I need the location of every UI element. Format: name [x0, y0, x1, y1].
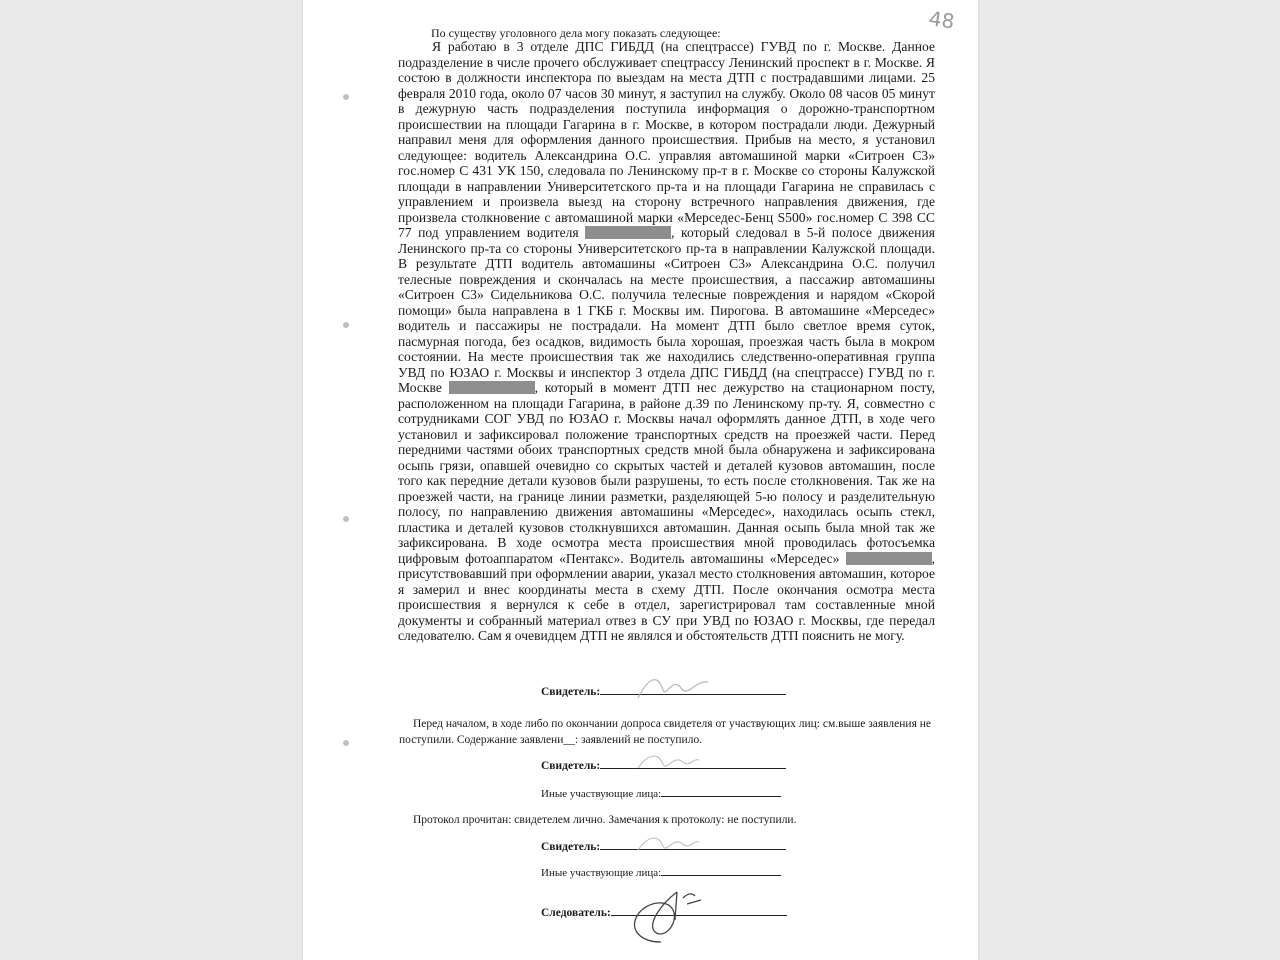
protocol-read-line: [413, 814, 796, 826]
witness-signature-scrawl: [633, 830, 703, 860]
witness-signature-scrawl: [633, 748, 703, 778]
testimony-text-part: , присутствовавший при оформлении аварии, указал место столкновения автомашин, которое я замерил и внес координаты места в схему ДТП. После окончания осмотра места происшествия я вернулся к себе в отдел, зарегистрировал там составленные мной документы и собранный материал отвез в СУ при УВД по ЮЗАО г. Москвы, где передал следователю. Сам я очевидцем ДТП не являлся и обстоятельств ДТП пояснить не могу.: [398, 550, 936, 643]
witness-signature-scrawl: [633, 668, 713, 708]
protocol-label: Протокол прочитан:: [413, 814, 512, 826]
statements-middle: заявления не поступили. Содержание заявлени: [399, 718, 932, 746]
statements-value: см.выше: [822, 718, 866, 730]
investigator-signature-scrawl: [621, 880, 711, 952]
redaction-box: [846, 552, 932, 565]
testimony-body: [398, 39, 935, 644]
protocol-read-by: свидетелем лично.: [514, 814, 606, 826]
testimony-text-part: , который в момент ДТП нес дежурство на стационарном посту, расположенном на площади Гагарина, в районе д.39 по Ленинскому пр-ту. Я, совместно с сотрудниками СОГ УВД по ЮЗАО г. Москвы начал оформлять данное ДТП, в ходе чего установил и зафиксировал положение транспортных средств на проезжей части. Перед передними частями обоих транспортных средств мной была обнаружена и зафиксирована осыпь грязи, опавшей очевидно со скрытых частей и деталей кузовов автомашин, после того как передние детали кузовов были разрушены, то есть после столкновения. Так же на проезжей части, на границе линии разметки, разделяющей 5-ю полосу и разделительную полосу, по направлению движения автомашины «Мерседес», находилась осыпь стекл, пластика и деталей кузовов столкнувшихся автомашин. Данная осыпь была мной так же зафиксирована. В ходе осмотра места происшествия мной проводилась фотосъемка цифровым фотоаппаратом «Пентакс». Водитель автомашины «Мерседес»: [398, 380, 935, 566]
testimony-intro: По существу уголовного дела могу показать следующее:: [431, 26, 721, 40]
other-participants-label: Иные участвующие лица:: [541, 867, 662, 879]
punch-hole: [343, 516, 349, 522]
statements-text: Перед началом, в ходе либо по окончании допроса свидетеля от участвующих лиц: см.выше заявления не поступили. Содержание заявлени__: заявлений не поступило.: [399, 718, 932, 746]
signature-rule: [661, 875, 781, 876]
punch-hole: [343, 740, 349, 746]
document-page: [303, 0, 978, 960]
other-participants-label: Иные участвующие лица:: [541, 788, 662, 800]
redaction-box: [585, 226, 671, 239]
witness-label: Свидетель:: [541, 686, 601, 698]
signature-rule: [661, 796, 781, 797]
statements-value: заявлений не поступило.: [580, 734, 703, 746]
other-participants-line: [541, 788, 781, 800]
statements-prefix: Перед началом, в ходе либо по окончании допроса свидетеля от участвующих лиц:: [413, 718, 821, 730]
testimony-text-part: , который следовал в 5-й полосе движения Ленинского пр-та со стороны Университетского пр-та в направлении Калужской площади. В результате ДТП водитель автомашины «Ситроен С3» Александрина О.С. получил телесные повреждения и скончалась на месте происшествия, а пассажир автомашины «Ситроен С3» Сидельникова О.С. получила телесные повреждения и нарядом «Скорой помощи» была направлена в 1 ГКБ г. Москвы им. Пирогова. В автомашине «Мерседес» водитель и пассажиры не пострадали. На момент ДТП было светлое время суток, пасмурная погода, без осадков, видимость была хорошая, проезжая часть была в мокром состоянии. На месте происшествия так же находились следственно-оперативная группа УВД по ЮЗАО г. Москвы и инспектор 3 отдела ДПС ГИБДД (на спецтрассе) ГУВД по г. Москве: [398, 225, 935, 395]
other-participants-line: [541, 867, 781, 879]
page-number: 48: [927, 6, 956, 34]
punch-hole: [343, 94, 349, 100]
investigator-label: Следователь:: [541, 907, 611, 919]
redaction-box: [449, 381, 535, 394]
witness-label: Свидетель:: [541, 760, 601, 772]
witness-label: Свидетель:: [541, 841, 601, 853]
testimony-text-part: Я работаю в 3 отделе ДПС ГИБДД (на спецтрассе) ГУВД по г. Москве. Данное подразделение в числе прочего обслуживает спецтрассу Ленинский проспект в г. Москве. Я состою в должности инспектора по выездам на места ДТП с пострадавшими лицами. 25 февраля 2010 года, около 07 часов 30 минут, я заступил на службу. Около 08 часов 05 минут в дежурную часть подразделения поступила информация о дорожно-транспортном происшествии на площади Гагарина в г. Москве, в котором пострадали люди. Дежурный направил меня для оформления данного происшествия. Прибыв на место, я установил следующее: водитель Александрина О.С. управляя автомашиной марки «Ситроен С3» гос.номер С 431 УК 150, следовала по Ленинскому пр-т в г. Москве со стороны Калужской площади в направлении Университетского пр-та и на площади Гагарина не справилась с управлением и произвела выезд на сторону встречного направления движения, где произвела столкновение с автомашиной марки «Мерседес-Бенц S500» гос.номер С 398 СС 77 под управлением водителя: [398, 39, 935, 240]
testimony-paragraph: [398, 39, 935, 644]
punch-hole: [343, 322, 349, 328]
protocol-remarks-label: Замечания к протоколу:: [608, 814, 725, 826]
protocol-remarks: не поступили.: [727, 814, 797, 826]
